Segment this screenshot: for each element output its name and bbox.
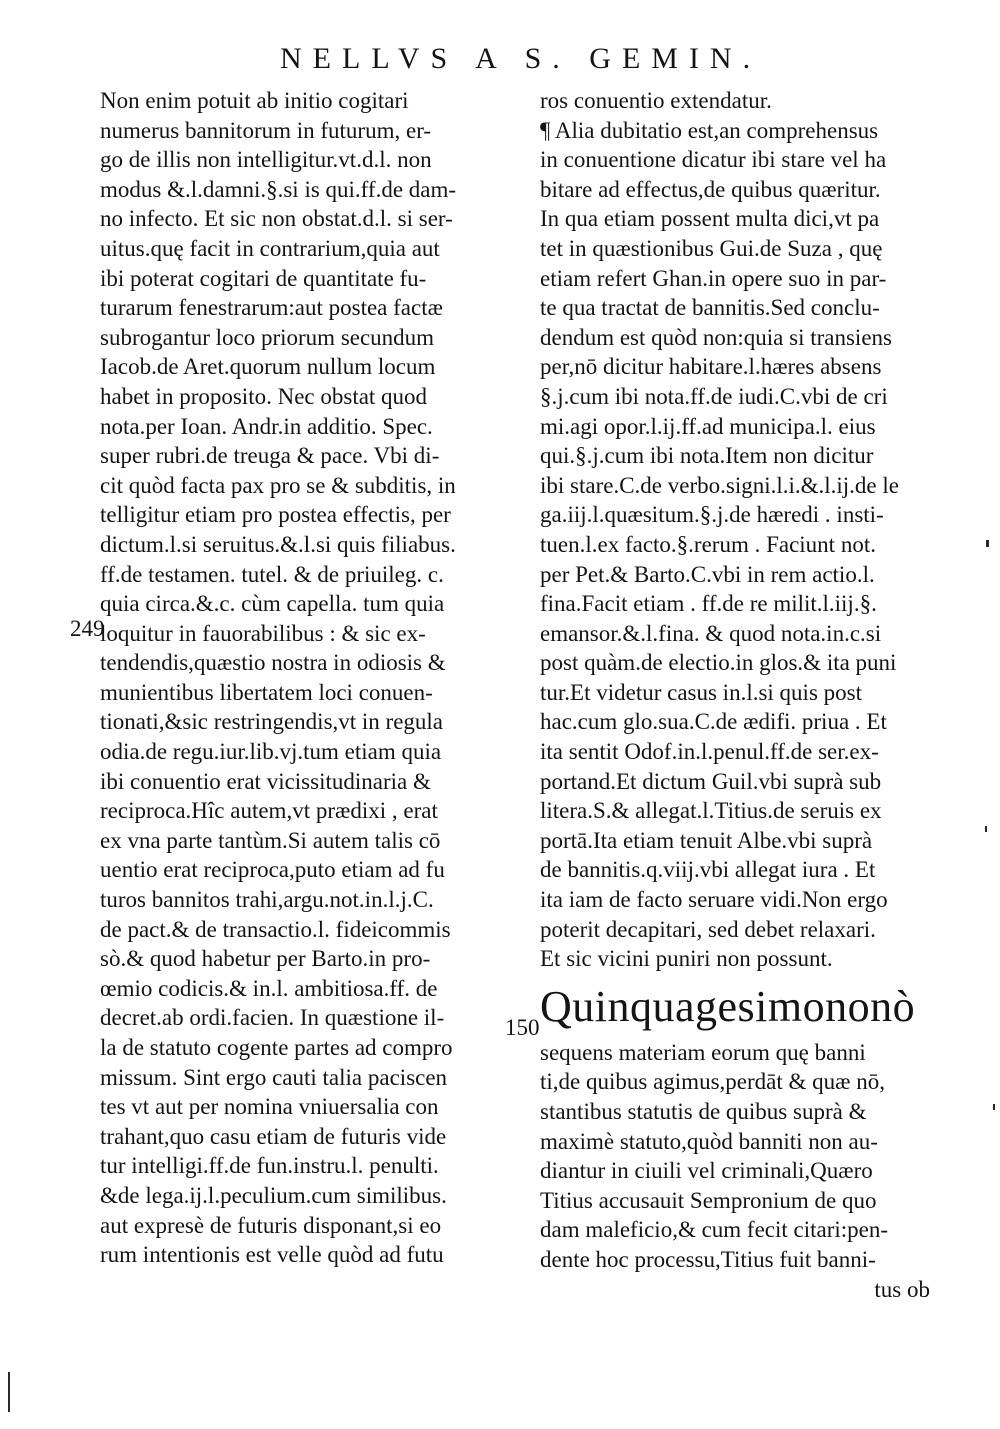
text-line: tes vt aut per nomina vniuersalia con [100,1094,439,1120]
text-line: Non enim potuit ab initio cogitari [100,88,409,113]
text-line: no infecto. Et sic non obstat.d.l. si ser- [100,206,453,232]
text-line: tet in quæstionibus Gui.de Suza , quę [540,235,883,261]
scan-edge-mark [986,540,989,547]
marginal-number-right: 150 [505,1015,540,1040]
text-line: ibi poterat cogitari de quantitate fu- [100,265,427,291]
text-line: missum. Sint ergo cauti talia paciscen [100,1064,448,1090]
text-line: habet in proposito. Nec obstat quod [100,383,428,409]
text-line: tionati,&sic restringendis,vt in regula [100,709,444,735]
text-line: sò.& quod habetur per Barto.in pro- [100,946,431,972]
scan-edge-mark [985,826,987,832]
scan-edge-mark [8,1372,10,1412]
running-head: NELLVS A S. GEMIN. [280,42,762,75]
text-line: ita sentit Odof.in.l.penul.ff.de ser.ex- [540,739,879,765]
text-line: per,nō dicitur habitare.l.hæres absens [540,354,882,380]
text-line: munientibus libertatem loci conuen- [100,679,433,705]
text-line: emansor.&.l.fina. & quod nota.in.c.si [540,620,882,646]
text-line: uitus.quę facit in contrarium,quia aut [100,235,440,261]
text-line: loquitur in fauorabilibus : & sic ex- [100,620,426,646]
text-line: ibi conuentio erat vicissitudinaria & [100,768,431,794]
text-line: numerus bannitorum in futurum, er- [100,117,432,143]
text-line: modus &.l.damni.§.si is qui.ff.de dam- [100,176,457,202]
text-line: trahant,quo casu etiam de futuris vide [100,1123,447,1149]
scan-edge-mark [993,1104,995,1110]
text-line: rum intentionis est velle quòd ad futu [100,1242,444,1268]
text-line: ¶ Alia dubitatio est,an comprehensus [540,117,879,143]
text-line: tuen.l.ex facto.§.rerum . Faciunt not. [540,531,876,557]
text-line: œmio codicis.& in.l. ambitiosa.ff. de [100,975,438,1001]
text-line: quia circa.&.c. cùm capella. tum quia [100,591,445,617]
text-line: etiam refert Ghan.in opere suo in par- [540,265,887,291]
text-line: ex vna parte tantùm.Si autem talis cō [100,827,441,853]
text-line: maximè statuto,quòd banniti non au- [540,1128,878,1154]
text-line: ti,de quibus agimus,perdāt & quæ nō, [540,1069,885,1095]
text-line: la de statuto cogente partes ad compro [100,1035,453,1060]
text-line: de pact.& de transactio.l. fideicommis [100,916,451,942]
text-line: go de illis non intelligitur.vt.d.l. non [100,147,432,173]
text-line: subrogantur loco priorum secundum [100,324,435,350]
text-line: turarum fenestrarum:aut postea factæ [100,295,443,321]
text-line: mi.agi opor.l.ij.ff.ad municipa.l. eius [540,413,876,439]
text-line: portand.Et dictum Guil.vbi suprà sub [540,768,882,794]
text-line: in conuentione dicatur ibi stare vel ha [540,147,887,173]
text-line: dendum est quòd non:quia si transiens [540,324,892,350]
text-line: reciproca.Hîc autem,vt prædixi , erat [100,798,438,824]
text-line: diantur in ciuili vel criminali,Quæro [540,1158,873,1184]
text-line: de bannitis.q.viij.vbi allegat iura . Et [540,857,876,883]
text-line: te qua tractat de bannitis.Sed conclu- [540,295,880,321]
text-line: &de lega.ij.l.peculium.cum similibus. [100,1182,447,1208]
text-line: ibi stare.C.de verbo.signi.l.i.&.l.ij.de le [540,472,899,498]
text-line: tendendis,quæstio nostra in odiosis & [100,650,446,676]
text-line: §.j.cum ibi nota.ff.de iudi.C.vbi de cri [540,383,888,409]
text-line: per Pet.& Barto.C.vbi in rem actio.l. [540,561,875,587]
text-line: telligitur etiam pro postea effectis, per [100,502,451,528]
text-line: litera.S.& allegat.l.Titius.de seruis ex [540,798,882,824]
text-line: decret.ab ordi.facien. In quæstione il- [100,1005,445,1031]
text-line: nota.per Ioan. Andr.in additio. Spec. [100,413,433,439]
text-line: cit quòd facta pax pro se & subditis, in [100,472,456,498]
text-line: fina.Facit etiam . ff.de re milit.l.iij.§. [540,591,877,617]
text-line: tur.Et videtur casus in.l.si quis post [540,679,862,705]
text-line: tur intelligi.ff.de fun.instru.l. penulti. [100,1153,439,1179]
text-line: odia.de regu.iur.lib.vj.tum etiam quia [100,739,442,765]
text-line: post quàm.de electio.in glos.& ita puni [540,650,897,676]
text-line: super rubri.de treuga & pace. Vbi di- [100,443,440,469]
left-column [100,86,505,1270]
text-line: qui.§.j.cum ibi nota.Item non dicitur [540,443,874,469]
text-line: Iacob.de Aret.quorum nullum locum [100,354,436,380]
chapter-heading: Quinquagesimononò [540,981,916,1031]
text-line: In qua etiam possent multa dici,vt pa [540,206,880,232]
text-line: dictum.l.si seruitus.&.l.si quis filiabus. [100,531,456,557]
marginal-number-left: 249 [70,616,105,641]
text-line: ita iam de facto seruare vidi.Non ergo [540,887,888,913]
text-line: poterit decapitari, sed debet relaxari. [540,916,876,942]
text-line: dente hoc processu,Titius fuit banni- [540,1246,876,1272]
text-line: Et sic vicini puniri non possunt. [540,946,833,972]
text-line: uentio erat reciproca,puto etiam ad fu [100,857,445,883]
text-line: dam maleficio,& cum fecit citari:pen- [540,1217,889,1243]
text-line: sequens materiam eorum quę banni [540,1039,866,1065]
catchword: tus ob [874,1276,930,1302]
text-line: stantibus statutis de quibus suprà & [540,1099,867,1124]
text-line: ga.iij.l.quæsitum.§.j.de hæredi . insti- [540,502,884,528]
text-line: portā.Ita etiam tenuit Albe.vbi suprà [540,827,873,853]
text-line: aut expresè de futuris disponant,si eo [100,1212,442,1238]
text-line: turos bannitos trahi,argu.not.in.l.j.C. [100,887,434,913]
right-column [540,86,940,1304]
text-line: Titius accusauit Sempronium de quo [540,1187,877,1213]
text-line: ros conuentio extendatur. [540,88,772,113]
text-line: bitare ad effectus,de quibus quæritur. [540,176,881,202]
text-line: ff.de testamen. tutel. & de priuileg. c. [100,561,444,587]
text-line: hac.cum glo.sua.C.de ædifi. priua . Et [540,709,887,735]
